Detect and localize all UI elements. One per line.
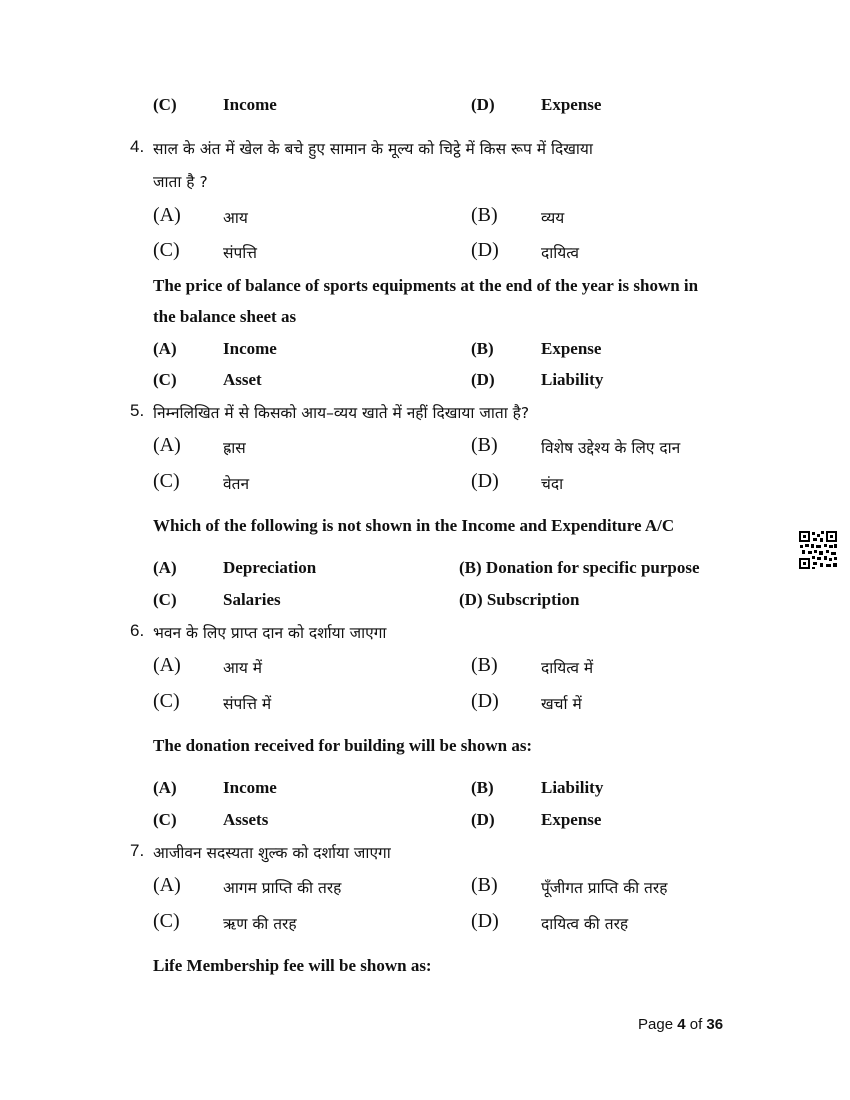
- option-label: (A): [153, 434, 181, 456]
- total-pages: 36: [706, 1016, 724, 1033]
- of-word: of: [689, 1016, 703, 1033]
- page-word: Page: [638, 1016, 674, 1033]
- option-text: ह्रास: [223, 439, 246, 457]
- option-label: (C): [153, 810, 177, 829]
- option-text: Assets: [223, 810, 269, 829]
- option-label: (B): [471, 204, 498, 226]
- option-label: (D): [471, 690, 499, 712]
- option-label: (B): [471, 778, 494, 797]
- option-label: (C): [153, 590, 177, 609]
- option-text: Salaries: [223, 590, 281, 609]
- option-text: संपत्ति में: [223, 695, 272, 713]
- option-label: (A): [153, 204, 181, 226]
- option-label: (B): [471, 874, 498, 896]
- option-label: (C): [153, 239, 180, 261]
- option-text: Liability: [541, 778, 604, 797]
- option-label: (D): [471, 239, 499, 261]
- option-label: (D): [471, 910, 499, 932]
- option-text: Expense: [541, 810, 602, 829]
- current-page: 4: [677, 1016, 686, 1033]
- option-text: आगम प्राप्ति की तरह: [223, 879, 342, 897]
- option-label: (C): [153, 470, 180, 492]
- option-text-d: Expense: [541, 95, 602, 114]
- option-label: (B): [471, 339, 494, 358]
- option-text: Depreciation: [223, 558, 317, 577]
- option-label: (A): [153, 654, 181, 676]
- option-label: (B): [471, 434, 498, 456]
- option-text: दायित्व की तरह: [541, 915, 629, 933]
- option-text: वेतन: [223, 475, 250, 493]
- question-number: 6.: [130, 621, 145, 640]
- option-text: Expense: [541, 339, 602, 358]
- option-label-d: (D): [471, 95, 495, 114]
- option-label-c: (C): [153, 95, 177, 114]
- question-english-line: Which of the following is not shown in the Income and Expenditure A/C: [153, 516, 675, 535]
- option-text: (D) Subscription: [459, 590, 580, 609]
- option-text: खर्चा में: [541, 695, 582, 713]
- question-hindi-line: जाता है ?: [153, 173, 208, 191]
- option-text: आय में: [223, 659, 263, 677]
- option-label: (D): [471, 370, 495, 389]
- option-text: (B) Donation for specific purpose: [459, 558, 700, 577]
- option-label: (D): [471, 470, 499, 492]
- option-label: (C): [153, 690, 180, 712]
- option-text: पूँजीगत प्राप्ति की तरह: [541, 879, 668, 897]
- option-text: Income: [223, 778, 277, 797]
- option-text: दायित्व में: [541, 659, 594, 677]
- question-hindi-line: आजीवन सदस्यता शुल्क को दर्शाया जाएगा: [153, 844, 391, 862]
- option-text: Asset: [223, 370, 262, 389]
- option-text: Income: [223, 339, 277, 358]
- option-label: (A): [153, 778, 177, 797]
- option-text: संपत्ति: [223, 244, 258, 262]
- option-label: (A): [153, 339, 177, 358]
- option-label: (C): [153, 370, 177, 389]
- option-text-c: Income: [223, 95, 277, 114]
- option-label: (C): [153, 910, 180, 932]
- option-text: ऋण की तरह: [223, 915, 297, 933]
- question-english-line: The donation received for building will be shown as:: [153, 736, 533, 755]
- option-text: Liability: [541, 370, 604, 389]
- question-english-line: Life Membership fee will be shown as:: [153, 956, 432, 975]
- question-hindi-line: भवन के लिए प्राप्त दान को दर्शाया जाएगा: [153, 624, 387, 642]
- page-number: [638, 1016, 723, 1033]
- question-number: 4.: [130, 137, 145, 156]
- option-text: आय: [223, 209, 248, 227]
- option-label: (A): [153, 874, 181, 896]
- question-hindi-line: साल के अंत में खेल के बचे हुए सामान के मूल्य को चिट्ठे में किस रूप में दिखाया: [153, 140, 593, 158]
- question-hindi-line: निम्नलिखित में से किसको आय–व्यय खाते में नहीं दिखाया जाता है?: [153, 404, 530, 422]
- option-text: व्यय: [541, 209, 565, 227]
- question-english-line: The price of balance of sports equipments at the end of the year is shown in: [153, 276, 699, 295]
- option-label: (D): [471, 810, 495, 829]
- option-text: चंदा: [541, 475, 564, 493]
- option-label: (A): [153, 558, 177, 577]
- qr-code-icon: [798, 530, 838, 570]
- question-number: 7.: [130, 841, 145, 860]
- option-text: दायित्व: [541, 244, 579, 262]
- question-english-line: the balance sheet as: [153, 307, 297, 326]
- option-label: (B): [471, 654, 498, 676]
- option-text: विशेष उद्देश्य के लिए दान: [541, 439, 681, 457]
- question-number: 5.: [130, 401, 145, 420]
